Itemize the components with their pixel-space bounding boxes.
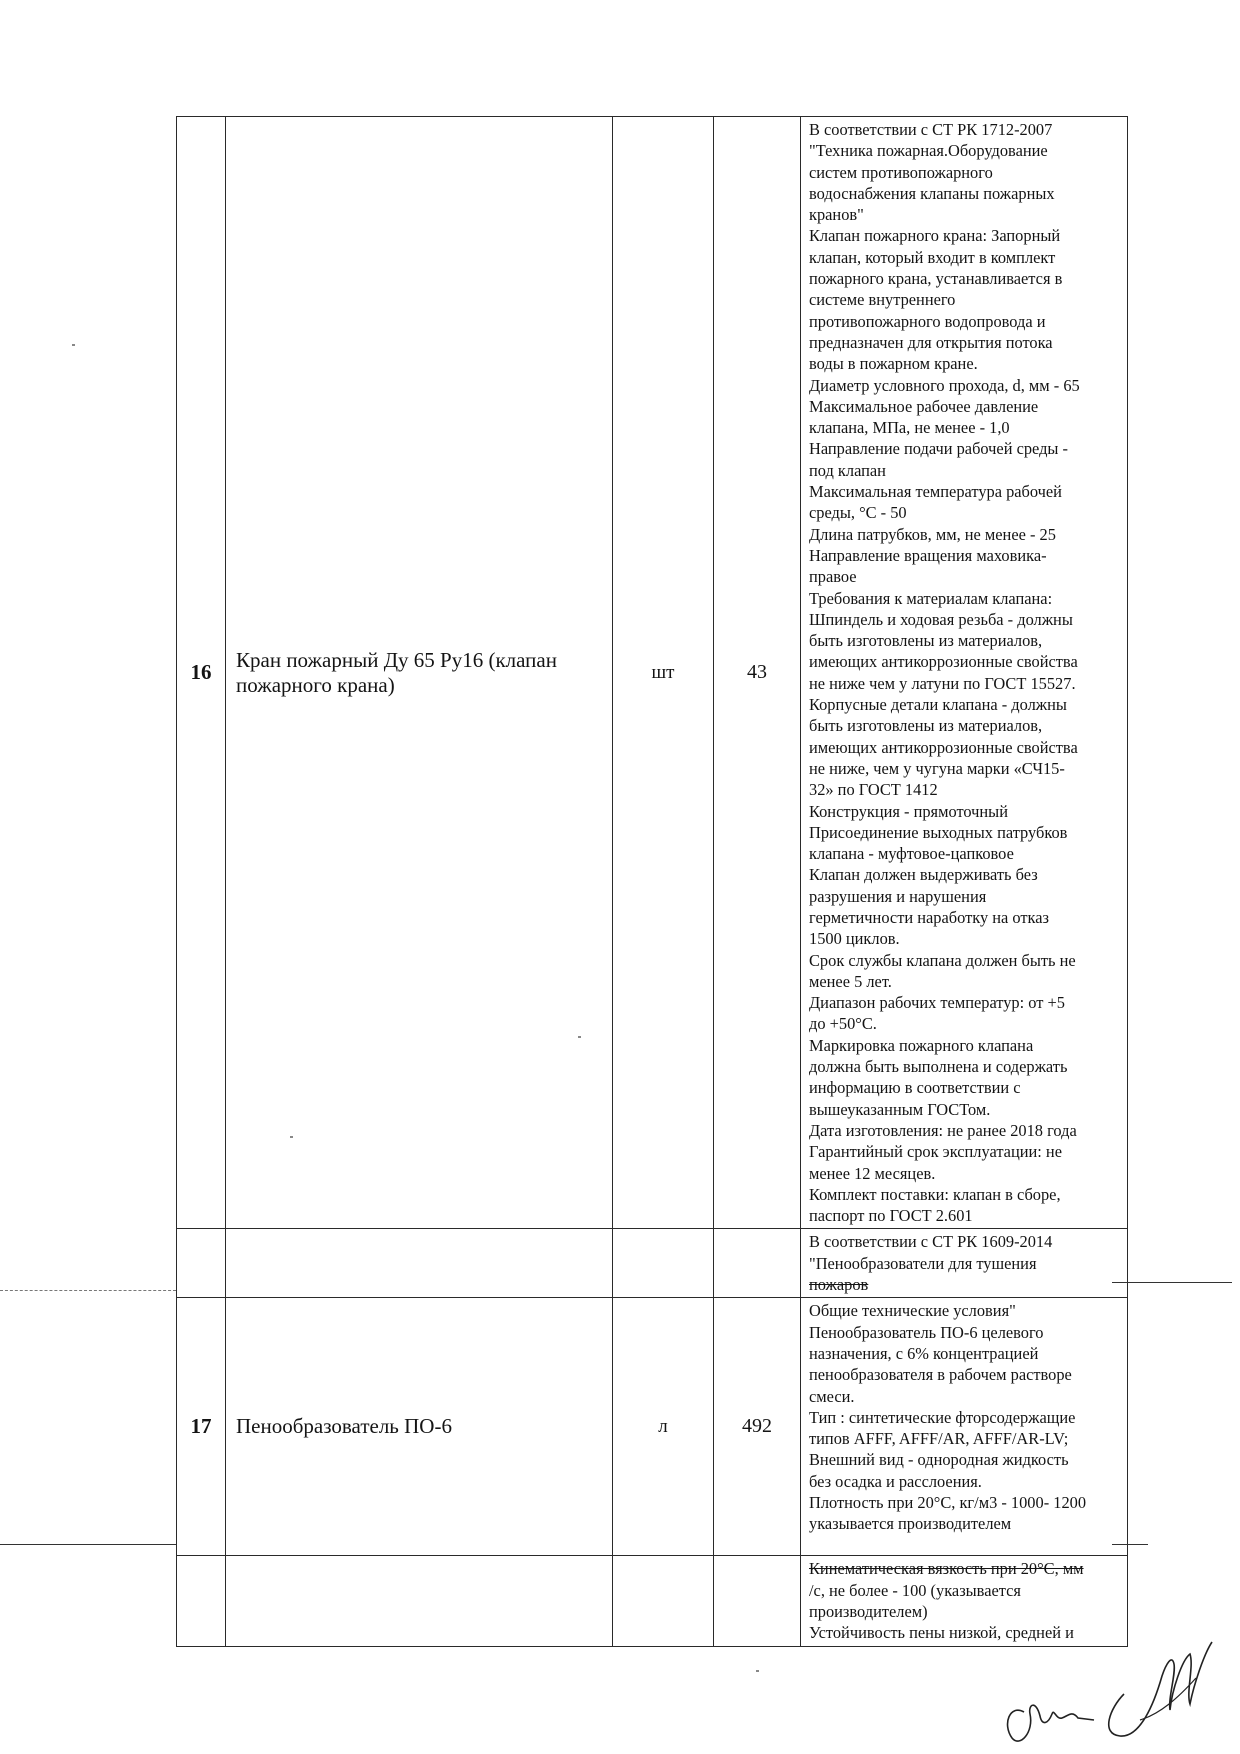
description-line: быть изготовлены из материалов,: [809, 716, 1043, 736]
item-name: Пенообразователь ПО-6: [226, 1298, 613, 1556]
description-line: типов AFFF, AFFF/AR, AFFF/AR-LV;: [809, 1429, 1069, 1449]
description-line: производителем): [809, 1601, 928, 1621]
description-line: имеющих антикоррозионные свойства: [809, 737, 1078, 757]
description-line: 32» по ГОСТ 1412: [809, 780, 938, 800]
item-name: Кран пожарный Ду 65 Ру16 (клапан пожарного крана): [226, 117, 613, 1229]
description-line: Присоединение выходных патрубков: [809, 822, 1068, 842]
description-line: /с, не более - 100 (указывается: [809, 1580, 1021, 1600]
description-lines: [809, 1231, 1123, 1295]
description-lines: [809, 1300, 1123, 1534]
description-line: "Пенообразователи для тушения: [809, 1253, 1037, 1273]
description-line: Шпиндель и ходовая резьба - должны: [809, 609, 1073, 629]
item-description-top: [801, 1229, 1128, 1298]
description-line: вышеуказанным ГОСТом.: [809, 1099, 991, 1119]
item-unit: шт: [613, 117, 714, 1229]
description-line: Комплект поставки: клапан в сборе,: [809, 1184, 1061, 1204]
table-row: [177, 1556, 1128, 1646]
description-line: Максимальное рабочее давление: [809, 396, 1039, 416]
description-line: среды, °С - 50: [809, 503, 907, 523]
description-line: Корпусные детали клапана - должны: [809, 695, 1067, 715]
description-line: Кинематическая вязкость при 20°С, мм: [809, 1559, 1084, 1579]
description-line: менее 5 лет.: [809, 971, 892, 991]
description-line: "Техника пожарная.Оборудование: [809, 141, 1048, 161]
description-line: Диапазон рабочих температур: от +5: [809, 993, 1065, 1013]
description-line: систем противопожарного: [809, 162, 993, 182]
item-quantity: 492: [714, 1298, 801, 1556]
description-line: менее 12 месяцев.: [809, 1163, 936, 1183]
signature-icon: [990, 1624, 1230, 1748]
description-line: В соответствии с СТ РК 1712-2007: [809, 120, 1053, 139]
description-line: Гарантийный срок эксплуатации: не: [809, 1142, 1062, 1162]
description-line: Направление подачи рабочей среды -: [809, 439, 1068, 459]
description-line: Общие технические условия": [809, 1301, 1016, 1321]
table-row: [177, 1298, 1128, 1556]
specification-table: [176, 116, 1128, 1647]
description-line: не ниже, чем у чугуна марки «СЧ15-: [809, 758, 1065, 778]
scan-speck: [72, 344, 75, 346]
description-line: до +50°С.: [809, 1014, 877, 1034]
description-line: водоснабжения клапаны пожарных: [809, 183, 1055, 203]
description-line: Клапан пожарного крана: Запорный: [809, 226, 1061, 246]
item-description: [801, 117, 1128, 1229]
description-line: клапана, МПа, не менее - 1,0: [809, 418, 1010, 438]
row-number: 16: [177, 117, 226, 1229]
table-row: [177, 117, 1128, 1229]
description-line: без осадка и расслоения.: [809, 1471, 982, 1491]
scan-speck: [756, 1670, 759, 1672]
item-description: [801, 1298, 1128, 1556]
description-line: противопожарного водопровода и: [809, 311, 1046, 331]
scan-speck: [290, 1136, 293, 1138]
description-line: паспорт по ГОСТ 2.601: [809, 1206, 973, 1226]
description-line: Тип : синтетические фторсодержащие: [809, 1407, 1076, 1427]
description-line: правое: [809, 567, 857, 587]
description-line: Срок службы клапана должен быть не: [809, 950, 1076, 970]
description-line: кранов": [809, 205, 864, 225]
item-quantity: 43: [714, 117, 801, 1229]
description-line: назначения, с 6% концентрацией: [809, 1343, 1039, 1363]
description-line: 1500 циклов.: [809, 929, 900, 949]
description-line: В соответствии с СТ РК 1609-2014: [809, 1232, 1053, 1252]
description-line: Пенообразователь ПО-6 целевого: [809, 1322, 1044, 1342]
row-number: 17: [177, 1298, 226, 1556]
description-line: Плотность при 20°С, кг/м3 - 1000- 1200: [809, 1493, 1087, 1512]
description-line: Клапан должен выдерживать без: [809, 865, 1038, 885]
description-line: быть изготовлены из материалов,: [809, 631, 1043, 651]
description-line: пожарного крана, устанавливается в: [809, 269, 1063, 289]
description-line: предназначен для открытия потока: [809, 332, 1053, 352]
description-line: указывается производителем: [809, 1514, 1012, 1534]
description-line: Требования к материалам клапана:: [809, 588, 1053, 608]
table-row: [177, 1229, 1128, 1298]
description-line: информацию в соответствии с: [809, 1078, 1021, 1098]
description-line: Дата изготовления: не ранее 2018 года: [809, 1120, 1077, 1140]
description-line: Маркировка пожарного клапана: [809, 1035, 1034, 1055]
description-line: пожаров: [809, 1275, 869, 1295]
description-line: Конструкция - прямоточный: [809, 801, 1008, 821]
description-line: клапан, который входит в комплект: [809, 247, 1056, 267]
scan-speck: [578, 1036, 581, 1038]
description-line: Устойчивость пены низкой, средней и: [809, 1623, 1074, 1643]
description-line: Направление вращения маховика-: [809, 545, 1047, 565]
description-line: Максимальная температура рабочей: [809, 482, 1062, 502]
description-line: клапана - муфтовое-цапковое: [809, 844, 1014, 864]
scan-artifact-line: [0, 1544, 176, 1545]
item-unit: л: [613, 1298, 714, 1556]
scan-artifact-line: [1112, 1544, 1148, 1545]
scan-artifact-line: [1112, 1282, 1232, 1283]
scan-artifact-line: [0, 1290, 176, 1291]
description-line: имеющих антикоррозионные свойства: [809, 652, 1078, 672]
description-line: герметичности наработку на отказ: [809, 907, 1050, 927]
description-line: не ниже чем у латуни по ГОСТ 15527.: [809, 673, 1076, 693]
description-line: смеси.: [809, 1386, 855, 1406]
description-line: пенообразователя в рабочем растворе: [809, 1365, 1072, 1385]
description-line: Внешний вид - однородная жидкость: [809, 1450, 1069, 1470]
description-line: системе внутреннего: [809, 290, 956, 310]
description-line: должна быть выполнена и содержать: [809, 1057, 1068, 1077]
description-line: Диаметр условного прохода, d, мм - 65: [809, 375, 1080, 395]
description-lines: [809, 119, 1123, 1226]
description-line: воды в пожарном кране.: [809, 354, 978, 374]
description-line: Длина патрубков, мм, не менее - 25: [809, 524, 1056, 544]
description-line: под клапан: [809, 460, 886, 480]
description-line: разрушения и нарушения: [809, 886, 987, 906]
